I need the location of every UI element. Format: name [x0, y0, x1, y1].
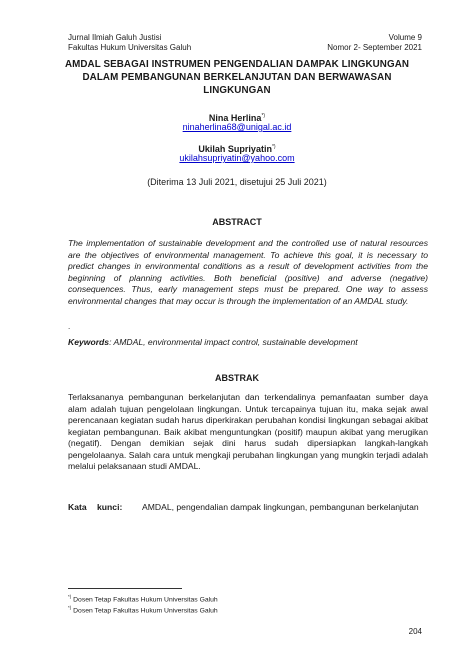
author-mark: *): [271, 144, 276, 150]
keywords-label: Keywords: [68, 337, 110, 347]
footnote-mark: *): [68, 594, 72, 599]
article-title: AMDAL SEBAGAI INSTRUMEN PENGENDALIAN DAMPAK LINGKUNGAN DALAM PEMBANGUNAN BERKELANJUTAN DAN BERWAWASAN LINGKUNGAN: [64, 59, 410, 96]
submission-dates: (Diterima 13 Juli 2021, disetujui 25 Juli 2021): [147, 177, 327, 187]
volume-label: Volume 9: [388, 33, 422, 42]
running-header-right: [327, 33, 422, 53]
abstrak-text: Terlaksananya pembangunan berkelanjutan dan terkendalinya pemanfaatan sumber daya alam adalah tujuan pengelolaan lingkungan. Untuk tercapainya tujuan itu, maka sejak awal perencanaan kegiatan sudah harus diperkirakan perubahan kondisi lingkungan sebagai akibat kegiatan pembangunan. Baik akibat menguntungkan (positif) maupun akibat yang merugikan (negatif). Dengan demikian sejak dini harus sudah dipersiapkan langkah-langkah pengelolaanya. Salah cara untuk mengkaji perubahan lingkungan yang mungkin terjadi adalah melalui pelaksanaan studi AMDAL.: [68, 392, 428, 471]
abstract-text: The implementation of sustainable development and the controlled use of natural resources are the objectives of environmental management. To achieve this goal, it is necessary to predict changes in environmental conditions as a result of development activities from the beginning of planning activities. Both beneficial (positive) and adverse (negative) consequences. Thus, early management steps must be prepared. One way to assess environmental changes that may occur is through the implementation of an AMDAL study.: [68, 238, 428, 306]
footnote-text: Dosen Tetap Fakultas Hukum Universitas Galuh: [71, 596, 218, 604]
footnote-mark: *): [68, 605, 72, 610]
faculty-name: Fakultas Hukum Universitas Galuh: [68, 43, 192, 52]
kata-kunci-text: AMDAL, pengendalian dampak lingkungan, pembangunan berkelanjutan: [142, 502, 419, 512]
author-email-link[interactable]: ninaherlina68@unigal.ac.id: [182, 122, 292, 132]
keywords-line: [68, 337, 428, 347]
footnote-2: [68, 603, 218, 615]
running-header-left: [68, 33, 191, 53]
author-name: Nina Herlina: [208, 113, 262, 123]
footnote-divider: [68, 588, 182, 589]
journal-name: Jurnal Ilmiah Galuh Justisi: [68, 33, 162, 42]
footnote-text: Dosen Tetap Fakultas Hukum Universitas Galuh: [71, 607, 218, 615]
kata-kunci-label: Kata kunci:: [68, 502, 123, 512]
keywords-text: : AMDAL, environmental impact control, sustainable development: [109, 337, 358, 347]
issue-label: Nomor 2- September 2021: [327, 43, 422, 52]
author-name: Ukilah Supriyatin: [198, 144, 272, 154]
stray-dot: .: [68, 322, 71, 331]
author-mark: *): [261, 113, 266, 119]
author-email-link[interactable]: ukilahsupriyatin@yahoo.com: [179, 153, 295, 163]
abstract-heading: ABSTRACT: [212, 217, 262, 227]
page-number: 204: [408, 627, 422, 636]
abstrak-heading: ABSTRAK: [215, 373, 259, 383]
